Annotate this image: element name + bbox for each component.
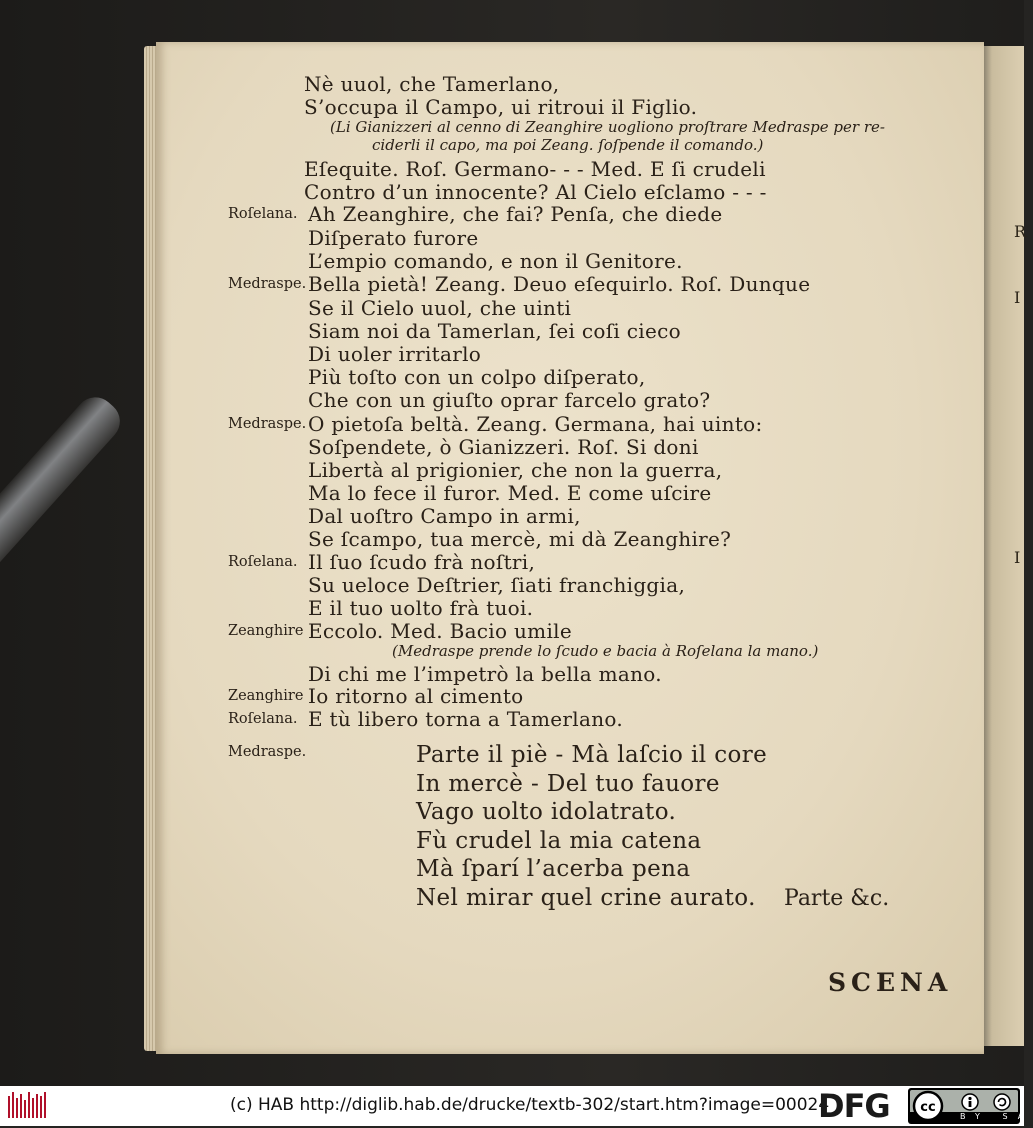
verse-line: E tù libero torna a Tamerlano. [308, 707, 624, 731]
verse-line: Ma lo fece il furor. Med. E come uſcire [308, 481, 712, 505]
aria-speaker: Medraspe. [228, 744, 307, 760]
verse-line: Contro d’un innocente? Al Cielo eſclamo - - - [304, 180, 767, 204]
verse-line: Su ueloce Deſtrier, ſiati franchiggia, [308, 573, 686, 597]
speaker-label: Roſelana. [228, 711, 298, 727]
speaker-label: Roſelana. [228, 206, 298, 222]
verse-line: Se ſcampo, tua mercè, mi dà Zeanghire? [308, 527, 732, 551]
verse-line: Che con un giuſto oprar farcelo grato? [308, 388, 711, 412]
verse-line: Siam noi da Tamerlan, ſei coſi cieco [308, 319, 681, 343]
exit-direction: Parte &c. [784, 886, 890, 911]
verse-line: Ah Zeanghire, che fai? Penſa, che diede [308, 202, 723, 226]
next-page-letter: I [1014, 288, 1021, 307]
aria-line: Vago uolto idolatrato. [416, 799, 677, 825]
aria-line: Mà ſparí l’acerba pena [416, 856, 691, 882]
verse-line: S’occupa il Campo, ui ritroui il Figlio. [304, 95, 698, 119]
verse-line: L’empio comando, e non il Genitore. [308, 249, 683, 273]
verse-line: Se il Cielo uuol, che uinti [308, 296, 572, 320]
page-holder-glare [0, 389, 128, 591]
dfg-logo: DFG [818, 1087, 890, 1125]
verse-line: Diſperato furore [308, 226, 479, 250]
stage-direction: ciderli il capo, ma poi Zeang. ſoſpende il comando.) [372, 136, 764, 154]
aria-line: In mercè - Del tuo fauore [416, 771, 720, 797]
verse-line: Dal uoſtro Campo in armi, [308, 504, 581, 528]
aria-line: Fù crudel la mia catena [416, 828, 702, 854]
speaker-label: Roſelana. [228, 554, 298, 570]
next-page-letter: I [1014, 548, 1021, 567]
speaker-label: Zeanghire [228, 623, 304, 639]
stage-direction: (Li Gianizzeri al cenno di Zeanghire uogliono proſtrare Medraspe per re- [330, 118, 885, 136]
verse-line: E il tuo uolto frà tuoi. [308, 596, 534, 620]
next-page-letter: R [1014, 222, 1027, 241]
catchword: SCENA [828, 968, 953, 997]
speaker-label: Zeanghire [228, 688, 304, 704]
verse-line: Nè uuol, che Tamerlano, [304, 72, 560, 96]
aria-line: Nel mirar quel crine aurato. [416, 885, 756, 911]
verse-line: Eſequite. Roſ. Germano- - - Med. E ſi crudeli [304, 157, 766, 181]
verse-line: Più toſto con un colpo diſperato, [308, 365, 646, 389]
speaker-label: Medraspe. [228, 416, 307, 432]
aria-line: Parte il piè - Mà laſcio il core [416, 742, 768, 768]
verse-line: O pietoſa beltà. Zeang. Germana, hai uinto: [308, 412, 763, 436]
verse-line: Io ritorno al cimento [308, 684, 524, 708]
adjacent-page [984, 46, 1027, 1046]
speaker-label: Medraspe. [228, 276, 307, 292]
verse-line: Di uoler irritarlo [308, 342, 482, 366]
verse-line: Soſpendete, ò Gianizzeri. Roſ. Si doni [308, 435, 699, 459]
verse-line: Eccolo. Med. Bacio umile [308, 619, 572, 643]
verse-line: Il ſuo ſcudo frà noſtri, [308, 550, 536, 574]
verse-line: Bella pietà! Zeang. Deuo eſequirlo. Roſ. Dunque [308, 272, 811, 296]
verse-line: Di chi me l’impetrò la bella mano. [308, 662, 662, 686]
copyright-link[interactable]: (c) HAB http://diglib.hab.de/drucke/textb-302/start.htm?image=00024 [230, 1095, 830, 1115]
svg-text:cc: cc [920, 1100, 936, 1115]
verse-line: Libertà al prigionier, che non la guerra, [308, 458, 723, 482]
license-label: BY SA [960, 1112, 1033, 1121]
cc-license-badge[interactable] [908, 1088, 1033, 1124]
hab-logo-icon [6, 1090, 50, 1122]
stage-direction: (Medraspe prende lo ſcudo e bacia à Roſelana la mano.) [392, 642, 819, 660]
